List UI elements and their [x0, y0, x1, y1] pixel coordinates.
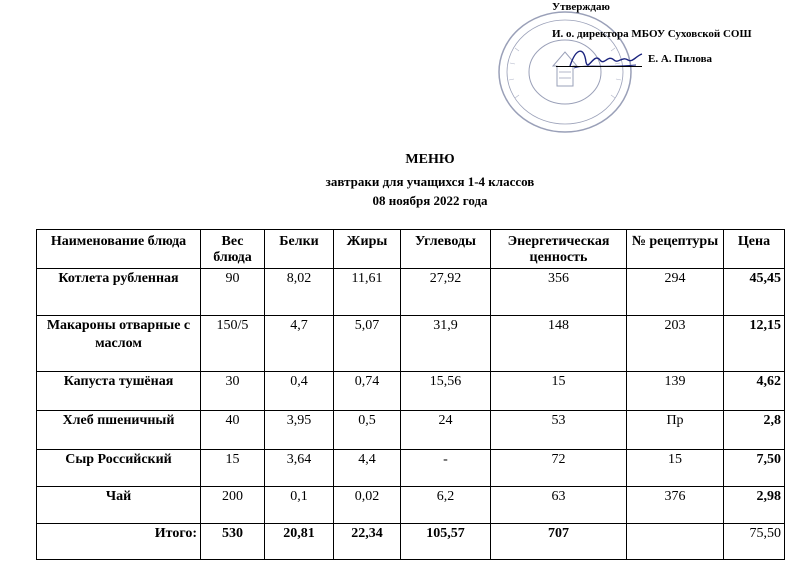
dish-protein: 4,7 [265, 316, 334, 372]
dish-carbs: - [401, 450, 491, 487]
dish-carbs: 31,9 [401, 316, 491, 372]
dish-weight: 150/5 [201, 316, 265, 372]
dish-carbs: 27,92 [401, 269, 491, 316]
table-row [37, 411, 785, 450]
dish-name: Хлеб пшеничный [37, 411, 201, 450]
table-header-row [37, 230, 785, 269]
dish-weight: 30 [201, 372, 265, 411]
col-header-weight: Вес блюда [201, 230, 265, 269]
table-row [37, 450, 785, 487]
dish-price: 2,98 [724, 487, 785, 524]
dish-fat: 0,02 [334, 487, 401, 524]
dish-name: Капуста тушёная [37, 372, 201, 411]
total-weight: 530 [201, 524, 265, 560]
dish-energy: 15 [491, 372, 627, 411]
dish-recipe: 294 [627, 269, 724, 316]
total-row [37, 524, 785, 560]
dish-protein: 3,95 [265, 411, 334, 450]
menu-date: 08 ноября 2022 года [372, 193, 488, 208]
dish-price: 12,15 [724, 316, 785, 372]
col-header-energy: Энергетическая ценность [491, 230, 627, 269]
dish-energy: 72 [491, 450, 627, 487]
dish-fat: 0,74 [334, 372, 401, 411]
dish-energy: 356 [491, 269, 627, 316]
approval-block [552, 0, 800, 150]
dish-protein: 0,1 [265, 487, 334, 524]
dish-weight: 40 [201, 411, 265, 450]
dish-weight: 200 [201, 487, 265, 524]
dish-recipe: Пр [627, 411, 724, 450]
dish-protein: 0,4 [265, 372, 334, 411]
dish-fat: 5,07 [334, 316, 401, 372]
dish-energy: 148 [491, 316, 627, 372]
dish-carbs: 6,2 [401, 487, 491, 524]
total-energy: 707 [491, 524, 627, 560]
dish-name: Макароны отварные с маслом [37, 316, 201, 372]
dish-price: 7,50 [724, 450, 785, 487]
dish-carbs: 24 [401, 411, 491, 450]
total-recipe [627, 524, 724, 560]
approver-name: Е. А. Пилова [648, 53, 713, 65]
dish-protein: 8,02 [265, 269, 334, 316]
table-row [37, 269, 785, 316]
dish-energy: 53 [491, 411, 627, 450]
dish-recipe: 203 [627, 316, 724, 372]
dish-name: Котлета рубленная [37, 269, 201, 316]
dish-name: Сыр Российский [37, 450, 201, 487]
dish-price: 4,62 [724, 372, 785, 411]
dish-recipe: 15 [627, 450, 724, 487]
dish-energy: 63 [491, 487, 627, 524]
total-fat: 22,34 [334, 524, 401, 560]
dish-weight: 90 [201, 269, 265, 316]
table-row [37, 316, 785, 372]
approver-position: И. о. директора МБОУ Суховской СОШ [552, 28, 752, 40]
dish-recipe: 139 [627, 372, 724, 411]
col-header-fat: Жиры [334, 230, 401, 269]
page-subtitle: завтраки для учащихся 1-4 классов [325, 174, 535, 189]
col-header-recipe: № рецептуры [627, 230, 724, 269]
dish-weight: 15 [201, 450, 265, 487]
dish-fat: 4,4 [334, 450, 401, 487]
col-header-protein: Белки [265, 230, 334, 269]
col-header-name: Наименование блюда [37, 230, 201, 269]
total-carbs: 105,57 [401, 524, 491, 560]
dish-carbs: 15,56 [401, 372, 491, 411]
menu-table [36, 229, 785, 560]
dish-name: Чай [37, 487, 201, 524]
dish-recipe: 376 [627, 487, 724, 524]
approval-title: Утверждаю [552, 1, 610, 13]
dish-fat: 0,5 [334, 411, 401, 450]
dish-protein: 3,64 [265, 450, 334, 487]
table-row [37, 487, 785, 524]
dish-fat: 11,61 [334, 269, 401, 316]
col-header-carbs: Углеводы [401, 230, 491, 269]
page-title: МЕНЮ [405, 152, 455, 167]
dish-price: 2,8 [724, 411, 785, 450]
total-label: Итого: [37, 524, 201, 560]
total-price: 75,50 [724, 524, 785, 560]
dish-price: 45,45 [724, 269, 785, 316]
total-protein: 20,81 [265, 524, 334, 560]
table-row [37, 372, 785, 411]
col-header-price: Цена [724, 230, 785, 269]
